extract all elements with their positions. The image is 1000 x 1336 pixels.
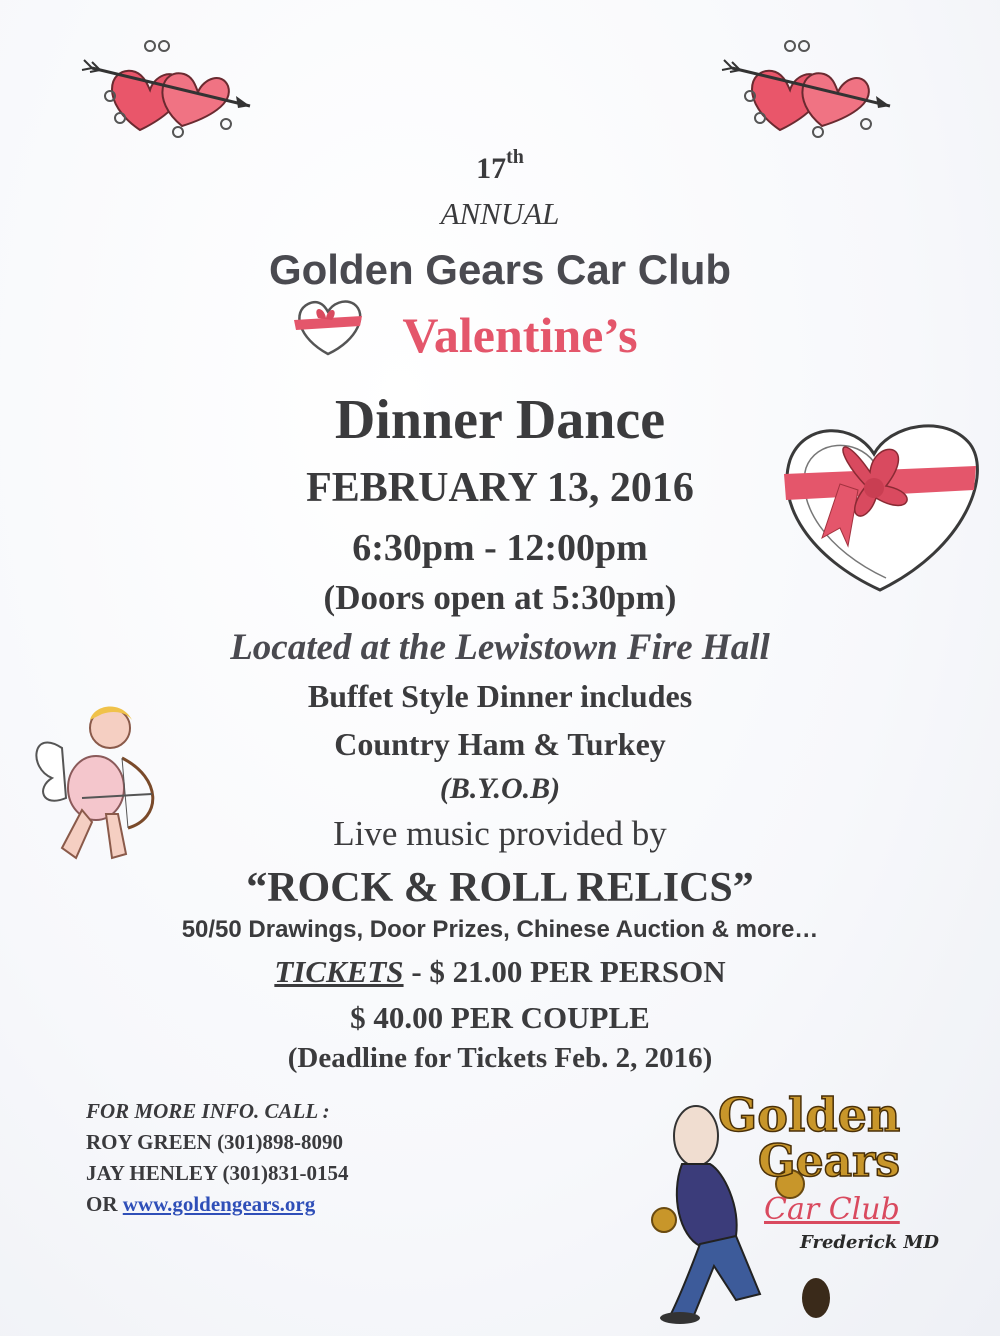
valentines-title: Valentine’s xyxy=(402,307,638,363)
event-title: Dinner Dance xyxy=(334,389,666,451)
tickets-line xyxy=(0,954,1000,990)
dinner-line1: Buffet Style Dinner includes xyxy=(307,678,693,714)
annual-label: ANNUAL xyxy=(440,196,560,231)
deadline: (Deadline for Tickets Feb. 2, 2016) xyxy=(287,1042,713,1074)
club-name: Golden Gears Car Club xyxy=(268,246,732,293)
contact-person1: ROY GREEN (301)898-8090 xyxy=(86,1130,344,1154)
website-line xyxy=(86,1189,349,1220)
event-time: 6:30pm - 12:00pm xyxy=(352,527,648,569)
tickets-couple: $ 40.00 PER COUPLE xyxy=(350,1000,650,1035)
ordinal-number: 17 xyxy=(476,152,507,185)
hearts-arrow-icon xyxy=(720,38,900,138)
contact-block xyxy=(86,1096,349,1220)
heart-box-icon xyxy=(770,408,990,598)
logo-word-golden: Golden xyxy=(718,1088,901,1142)
event-date: FEBRUARY 13, 2016 xyxy=(306,465,694,511)
extras: 50/50 Drawings, Door Prizes, Chinese Auction & more… xyxy=(181,916,819,943)
contact-heading: FOR MORE INFO. CALL : xyxy=(86,1099,330,1123)
logo-word-carclub: Car Club xyxy=(764,1192,900,1227)
band-name: “ROCK & ROLL RELICS” xyxy=(246,865,754,911)
doors-open: (Doors open at 5:30pm) xyxy=(323,578,677,617)
ordinal-suffix: th xyxy=(506,146,524,168)
tickets-label: TICKETS xyxy=(274,954,404,989)
dinner-line2: Country Ham & Turkey xyxy=(334,726,666,762)
or-label: OR xyxy=(86,1192,123,1216)
ordinal xyxy=(0,146,1000,186)
logo-word-gears: Gears xyxy=(758,1136,901,1187)
website-link[interactable]: www.goldengears.org xyxy=(122,1192,316,1216)
location: Located at the Lewistown Fire Hall xyxy=(230,627,770,668)
club-logo xyxy=(640,1086,980,1326)
cupid-icon xyxy=(22,698,162,868)
hearts-arrow-icon xyxy=(80,38,260,138)
contact-person2: JAY HENLEY (301)831-0154 xyxy=(86,1161,349,1185)
byob: (B.Y.O.B) xyxy=(439,772,561,805)
tickets-person: - $ 21.00 PER PERSON xyxy=(403,954,726,989)
logo-word-city: Frederick MD xyxy=(800,1232,939,1253)
music-intro: Live music provided by xyxy=(333,814,667,853)
